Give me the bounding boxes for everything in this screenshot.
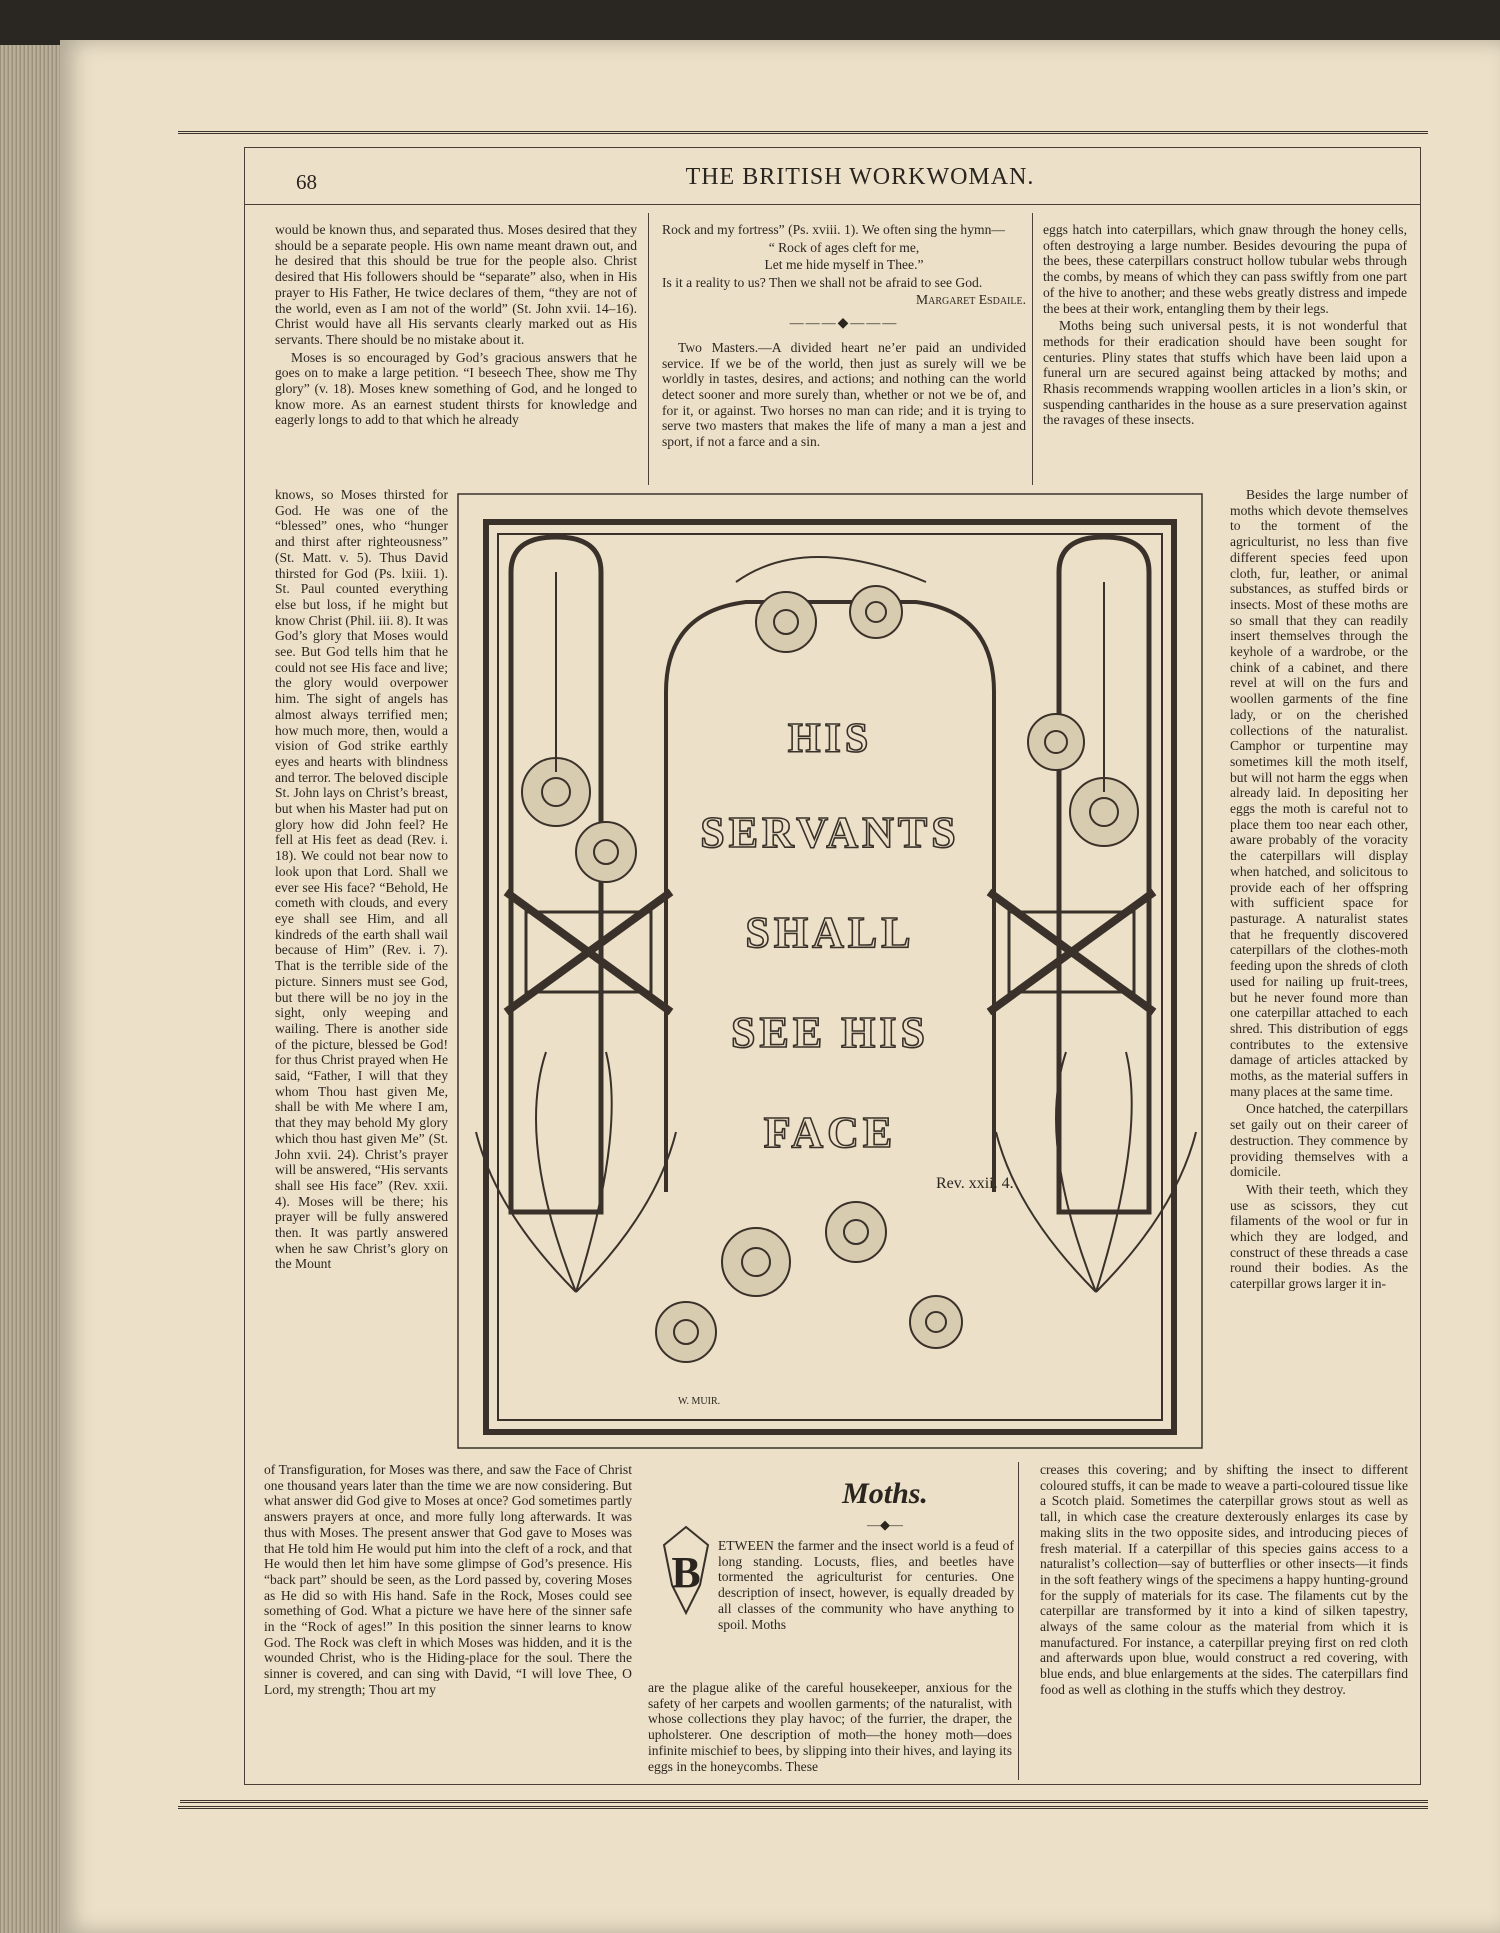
left-column-bottom [264,1462,632,1700]
column-rule-3 [1018,1462,1019,1780]
paragraph: Is it a reality to us? Then we shall not be afraid to see God. [662,274,983,290]
right-column-narrow [1230,487,1408,1294]
drop-cap-ornament [658,1525,714,1615]
column-rule-2 [1032,213,1033,485]
paragraph: of Transfiguration, for Moses was there, and saw the Face of Christ one thousand years later than the time we are now considering. But what answer did God give to Moses at once? God sometimes partly answers prayers at once, and more fully long afterwards. It was thus with Moses. The present answer that God gave to Moses was that He told him He would put him into the cleft of a rock, and that He would then let him have some glimpse of God’s presence. His “back part” should be seen, as the Lord passed by, covering Moses as He did so with His hand. Safe in the Rock, Moses could see something of God. What a picture we have here of the sinner safe in the “Rock of ages!” In this position the sinner learns to know God. The Rock was cleft in which Moses was hidden, and it is the wounded Christ, who is the Hiding-place for the soul. There the sinner is covered, and can sing with David, “I will love Thee, O Lord, my strength; Thou art my [264,1462,632,1697]
column-rule-1 [648,213,649,485]
paragraph-two-masters: Two Masters.—A divided heart ne’er paid an undivided service. If we be of the world, then just as surely will we be worldly in tastes, desires, and actions; and nothing can the world detect sooner and more surely than, whether or not we be of, and for it, or against. Two horses no man can ride; and it is trying to serve two masters that makes the life of many a man a jest and sport, if not a farce and a sin. [662,339,1026,450]
paragraph: would be known thus, and separated thus. Moses desired that they should be a separate people. His own name meant drawn out, and he desired that this should be true for the people also. Christ desired that His followers should be “separate” also, when in His prayer to His Father, He twice declares of them, “they are not of the world, even as I am not of the world” (St. John xvii. 14–16). Christ would have all His servants clearly marked out as His servants. There should be no mistake about it. [275,222,637,347]
paragraph: eggs hatch into caterpillars, which gnaw through the honey cells, often destroying a large number. Besides devouring the pupa of the bees, these caterpillars construct hollow tubular webs through the combs, by means of which they can pass swiftly from one part of the hive to another; and these webs greatly distress and impede the bees at their work, entangling them by their legs. [1043,222,1407,316]
ornament-divider: ———◆——— [789,316,899,332]
paragraph: Once hatched, the caterpillars set gaily out on their career of destruction. They commence by providing themselves with a domicile. [1230,1101,1408,1180]
paragraph-text: the farmer and the insect world is a feud of long standing. Locusts, flies, and beetles have tormented the agriculturist for centuries. One description of insect, however, is equally dreaded by all classes of the community who have anything to spoil. Moths [718,1538,1014,1632]
running-head: THE BRITISH WORKWOMAN. [685,164,1035,190]
paragraph: Moths being such universal pests, it is not wonderful that methods for their eradication should have been sought for centuries. Pliny states that stuffs which have been laid upon a funeral urn are secured against being attacked by moths; and Rhasis recommends wrapping woollen articles in a lion’s skin, or suspending cantharides in the house as a sure preservation against the ravages of these insects. [1043,318,1407,428]
paragraph: With their teeth, which they use as scissors, they cut filaments of the wool or fur in which they are lodged, and construct of these threads a case round their bodies. As the caterpillar grows larger it in- [1230,1181,1408,1292]
paragraph: knows, so Moses thirsted for God. He was one of the “blessed” ones, who “hunger and thirst after righteousness” (St. Matt. v. 5). Thus David thirsted for God (Ps. lxiii. 1). St. Paul counted everything else but loss, if he might but know Christ (Phil. iii. 8). It was God’s glory that Moses would see. But God tells him that he could not see His face and live; the glory would overpower him. The sight of angels has almost always terrified men; how much more, then, would a vision of God strike earthly eyes and hearts with blindness and terror. The beloved disciple St. John lays on Christ’s breast, but when his Master had put on glory how did John feel? He fell at His feet as dead (Rev. i. 18). We could not bear now to look upon that Lord. Shall we ever see His face? “Behold, He cometh with clouds, and every eye shall see Him, and all kindreds of the earth shall wail because of Him” (Rev. i. 7). That is the terrible side of the picture. Sinners must see God, but there will be no joy in the sight, only weeping and wailing. There is another side of the picture, blessed be God! for thus Christ prayed when He said, “Father, I will that they whom Thou hast given Me, shall be with Me where I am, that they may behold My glory which thou hast given Me” (St. John xvii. 24). Christ’s prayer will be answered, “His servants shall see His face” (Rev. xxii. 4). Moses will be there; his prayer will be fully answered then. It was partly answered when he saw Christ’s glory on the Mount [275,487,448,1272]
paragraph: Besides the large number of moths which devote themselves to the torment of the agriculturist, no less than five different species feed upon cloth, fur, leather, or animal substances, as stuffed birds or insects. Most of these moths are so small that they can readily insert themselves through the keyhole of a wardrobe, or the chink of a cabinet, and there revel at will on the furs and woollen garments of the fine lady, or on the cherished collections of the naturalist. Camphor or turpentine may sometimes kill the moth itself, but will not harm the eggs when already laid. In depositing her eggs the moth is careful not to place them too near each other, aware probably of the voracity the caterpillars will display when hatched, and solicitous to provide each of her offspring with sufficient space for pasturage. A naturalist states that he frequently discovered caterpillars of the clothes-moth feeding upon the shreds of cloth used for nailing up fruit-trees, but he never found more than one caterpillar attached to each shred. This distribution of eggs contributes to the extensive damage of articles attacked by moths, as the material suffers in many places at the same time. [1230,487,1408,1099]
paragraph: Rock and my fortress” (Ps. xviii. 1). We often sing the hymn— [662,222,1005,237]
first-word: ETWEEN [718,1538,774,1553]
left-column-top [275,222,637,430]
paragraph [718,1538,1014,1632]
moths-column-narrow [718,1538,1014,1634]
motto-line-2: SERVANTS [700,808,960,857]
motto-line-1: HIS [787,716,873,762]
hymn-line: “ Rock of ages cleft for me, [768,239,920,255]
title-ornament: —◆— [867,1517,903,1532]
left-column-narrow [275,487,448,1274]
right-column-bottom [1040,1462,1408,1700]
author-signature: Margaret Esdaile. [916,292,1026,308]
bottom-rule [180,1800,1428,1803]
artist-signature: W. MUIR. [678,1396,721,1407]
paragraph: are the plague alike of the careful housekeeper, anxious for the safety of her carpets and woollen garments; of the naturalist, with whose collections they play havoc; of the furrier, the draper, the upholsterer. One description of moth—the honey moth—does infinite mischief to bees, by slipping into their hives, and laying its eggs in the honeycombs. These [648,1680,1012,1774]
drop-cap-letter: B [671,1548,701,1597]
paragraph: creases this covering; and by shifting the insect to different coloured stuffs, it can be made to weave a parti-coloured tissue like a Scotch plaid. Sometimes the caterpillar grows stout as well as tall, in which case the creature dexterously enlarges its case by making slits in the two opposite sides, and introducing pieces of fresh material. If a caterpillar of this species gains access to a naturalist’s collection—say of butterflies or other insects—it finds in the soft feathery wings of the specimens a happy hunting-ground for the supply of materials for its case. The filaments cut by the caterpillar are transformed by it into a kind of silken tapestry, always of the same colour as the material from which it is manufactured. For instance, a caterpillar preying first on red cloth and afterwards upon blue, would construct a red covering, with blue ends, and blue enlargements at the sides. The caterpillars find food as well as clothing in the stuffs which they destroy. [1040,1462,1408,1697]
page-number: 68 [296,170,317,194]
right-column-top [1043,222,1407,430]
motto-line-3: SHALL [745,908,915,957]
header-rule [244,204,1420,205]
paragraph: Moses is so encouraged by God’s gracious answers that he goes on to make a large petition. “I beseech Thee, show me Thy glory” (v. 18). Moses knew something of God, and he longed to know more. As an earnest student thirsts for knowledge and eagerly longs to add to that which he already [275,349,637,428]
motto-line-4: SEE HIS [731,1008,929,1057]
middle-column-top [662,222,1026,452]
motto-line-5: FACE [763,1108,897,1157]
hymn-line: Let me hide myself in Thee.” [764,257,924,273]
moths-column-full [648,1680,1012,1776]
floral-engraving [456,492,1204,1450]
article-title-moths: Moths. [842,1477,928,1510]
scripture-reference: Rev. xxii. 4. [936,1175,1014,1192]
